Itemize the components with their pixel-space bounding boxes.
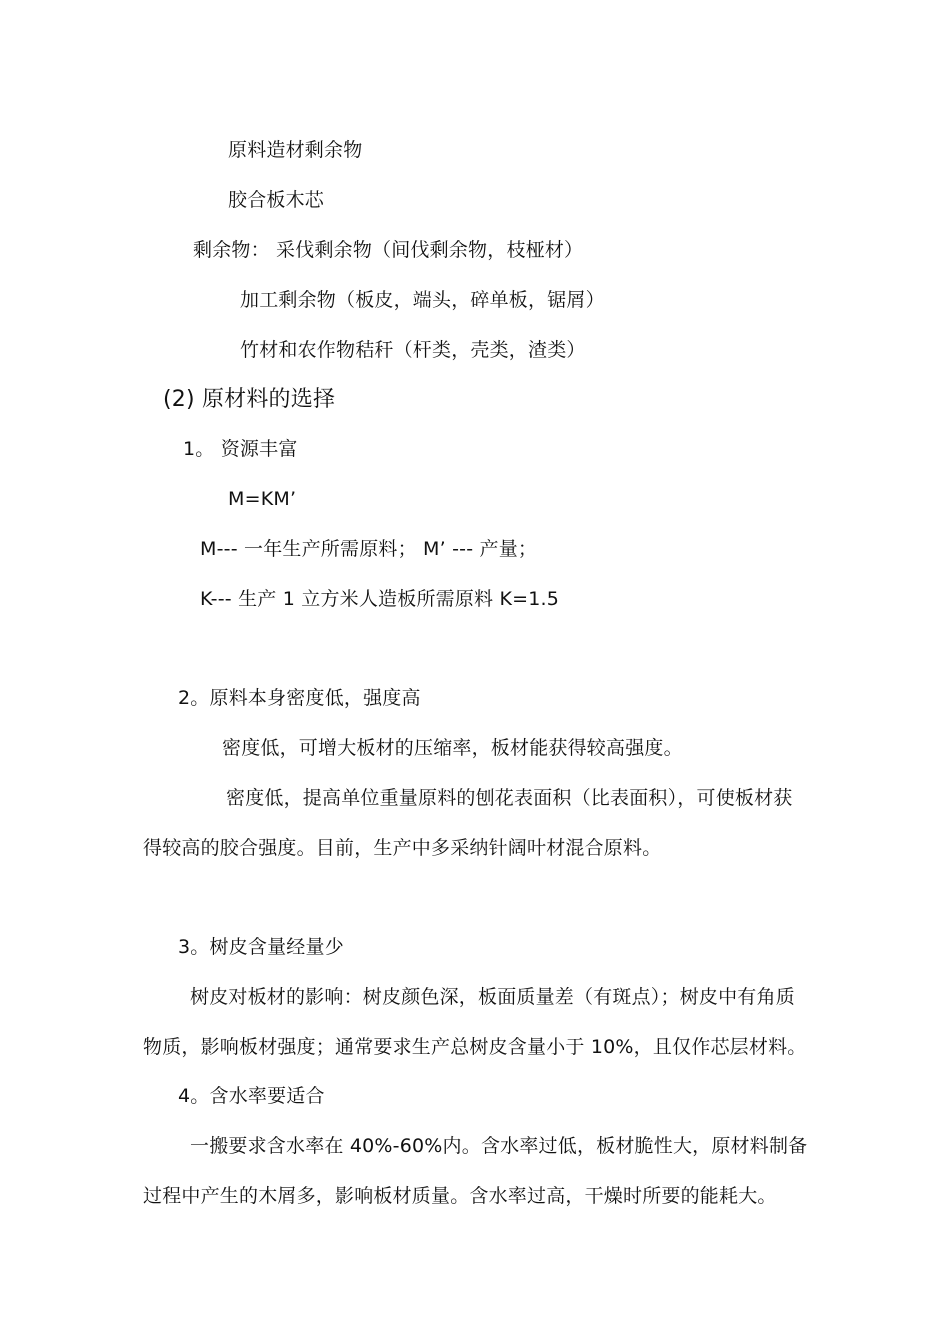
text-line: K--- 生产 1 立方米人造板所需原料 K=1.5 [200,588,560,610]
text-line: 3。树皮含量经量少 [178,936,344,958]
text-line: 1。 资源丰富 [183,438,298,460]
text-line: 密度低，可增大板材的压缩率，板材能获得较高强度。 [222,737,683,759]
text-line: 原料造材剩余物 [228,139,363,161]
formula-line: M=KM’ [228,488,297,510]
text-line: 竹材和农作物秸秆（杆类，壳类，渣类） [240,339,586,361]
text-line: M--- 一年生产所需原料； M’ --- 产量； [200,538,538,560]
text-line: 加工剩余物（板皮，端头，碎单板，锯屑） [240,289,605,311]
text-line: 密度低，提高单位重量原料的刨花表面积（比表面积），可使板材获 [226,787,793,809]
text-line: 得较高的胶合强度。目前，生产中多采纳针阔叶材混合原料。 [143,837,662,859]
text-line: 树皮对板材的影响：树皮颜色深，板面质量差（有斑点）；树皮中有角质 [190,986,795,1008]
text-line: 剩余物： 采伐剩余物（间伐剩余物，枝桠材） [193,239,584,261]
text-line: 2。原料本身密度低，强度高 [178,687,421,709]
text-line: 过程中产生的木屑多，影响板材质量。含水率过高，干燥时所要的能耗大。 [143,1185,777,1207]
text-line: 物质，影响板材强度；通常要求生产总树皮含量小于 10%，且仅作芯层材料。 [143,1036,807,1058]
text-line: 一搬要求含水率在 40%-60%内。含水率过低，板材脆性大，原材料制备 [190,1135,808,1157]
text-line: 胶合板木芯 [228,189,325,211]
section-heading: (2) 原材料的选择 [163,387,336,412]
text-line: 4。含水率要适合 [178,1085,325,1107]
